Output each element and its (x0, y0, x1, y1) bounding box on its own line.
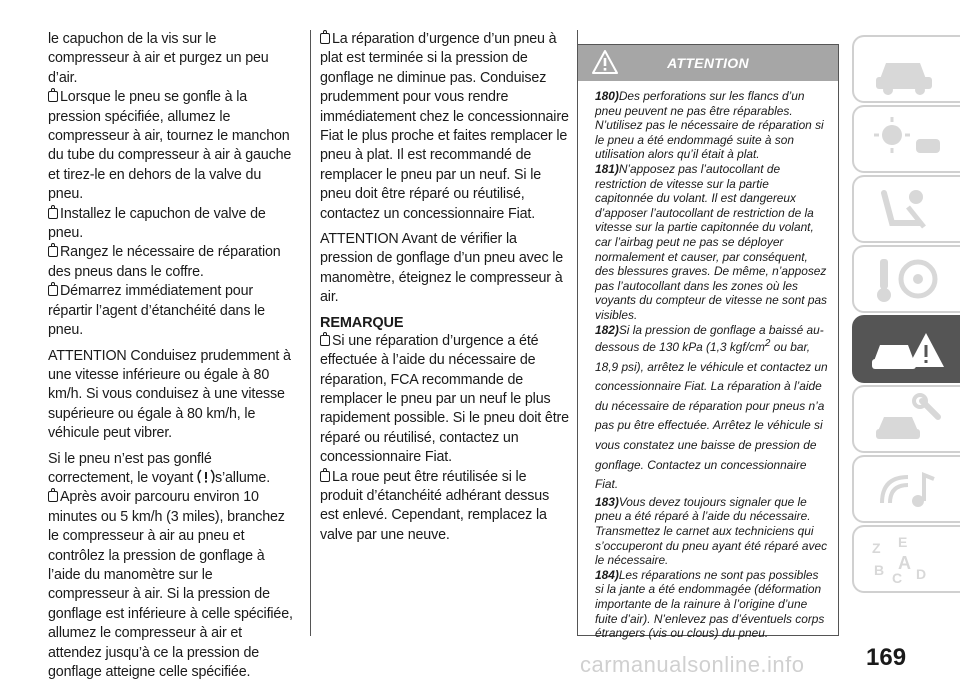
svg-text:Z: Z (872, 540, 881, 556)
wrench-car-icon (868, 393, 948, 447)
tab-multimedia[interactable] (852, 455, 960, 523)
bullet-item: La réparation d’urgence d’un pneu à plat est terminée si la pression de gonflage ne diminue pas. Conduisez prudemment pour vous rendre immédiatement chez le concessionnaire Fiat le plus proche et faites remplacer le pneu à plat. Il est recommandé de remplacer le pneu par un neuf. Si le pneu doit être réparé ou réutilisé, contactez un concessionnaire Fiat. (320, 31, 569, 222)
tab-warning-lights[interactable] (852, 105, 960, 173)
column-divider-1 (310, 30, 311, 636)
tab-emergency[interactable] (852, 315, 960, 383)
bullet-icon (48, 246, 58, 257)
bullet-item: Rangez le nécessaire de réparation des pneus dans le coffre. (48, 244, 281, 280)
paragraph: ATTENTION Conduisez prudemment à une vitesse inférieure ou égale à 80 km/h. Si vous conduisez à une vitesse supérieure ou égale à 80 km/h, le véhicule peut vibrer. (48, 347, 291, 442)
bullet-icon (320, 335, 330, 346)
text-column-middle (320, 30, 570, 545)
attention-body (578, 81, 838, 641)
svg-text:A: A (898, 553, 911, 573)
bullet-icon (320, 33, 330, 44)
attention-box (577, 44, 839, 641)
tab-maintenance[interactable] (852, 385, 960, 453)
warning-item-181: 181)N’apposez pas l’autocollant de restriction de vitesse sur la partie capitonnée du volant. Il est dangereux d’apposer l’autocollant de restriction de la vitesse sur la partie capitonnée du volant, car l’airbag peut ne pas se déployer normalement et causer, par conséquent, des blessures graves. De même, n’apposez pas l’autocollant dans les zones où les voyants du compteur de vitesse ne sont pas visibles. (595, 161, 828, 322)
attention-title: ATTENTION (667, 55, 749, 71)
tire-pressure-warning-icon (197, 469, 215, 485)
bullet-item: Lorsque le pneu se gonfle à la pression spécifiée, allumez le compresseur à air, tournez le manchon du tube du compresseur à air à gauche et tirez-le en dehors de la valve du pneu. (48, 89, 292, 203)
paragraph: Si le pneu n’est pas gonflé correctement, le voyant s’allume. (48, 450, 271, 486)
bullet-icon (48, 208, 58, 219)
bullet-icon (320, 471, 330, 482)
paragraph: le capuchon de la vis sur le compresseur à air et purgez un peu d’air. (48, 31, 269, 86)
chapter-tabs (852, 35, 960, 595)
car-icon (868, 43, 948, 97)
warning-item-180: 180)Des perforations sur les flancs d’un pneu peuvent ne pas être réparables. N’utilisez pas le nécessaire de réparation si le pneu a été endommagé suite à son utilisation alors qu’il était à plat. (595, 89, 824, 162)
bullet-icon (48, 491, 58, 502)
section-heading: REMARQUE (320, 314, 404, 331)
warning-item-183: 183)Vous devez toujours signaler que le pneu a été réparé à l’aide du nécessaire. Transmettez le carnet aux techniciens qui s’occuperont du pneu ayant été réparé avec le nécessaire. (595, 494, 828, 568)
svg-text:B: B (874, 562, 885, 578)
paragraph: ATTENTION Avant de vérifier la pression de gonflage d’un pneu avec le manomètre, éteignez le compresseur à air. (320, 231, 564, 306)
column-divider-2 (577, 30, 578, 44)
index-icon (868, 533, 948, 587)
tab-car[interactable] (852, 35, 960, 103)
watermark: carmanualsonline.info (580, 652, 805, 677)
tab-key-steering[interactable] (852, 245, 960, 313)
text-column-left (48, 30, 296, 682)
bullet-item: Après avoir parcouru environ 10 minutes ou 5 km/h (3 miles), branchez le compresseur à air au pneu et contrôlez la pression de gonflage à l’aide du manomètre sur le compresseur à air. Si la pression de gonflage est inférieure à celle spécifiée, allumez le compresseur à air et attendez jusqu’à ce la pression de gonflage atteigne celle spécifiée. (48, 489, 293, 680)
bullet-item: Installez le capuchon de valve de pneu. (48, 205, 266, 242)
svg-text:C: C (892, 570, 903, 586)
svg-text:E: E (898, 534, 908, 550)
bullet-item: Si une réparation d’urgence a été effectuée à l’aide du nécessaire de réparation, FCA recommande de remplacer le pneu par un neuf le plus rapidement possible. Si le pneu doit être réparé ou réutilisé, contactez un concessionnaire Fiat. (320, 332, 569, 466)
emergency-icon (868, 323, 948, 377)
key-steering-icon (868, 253, 948, 307)
warning-item-182: 182)Si la pression de gonflage a baissé au-dessous de 130 kPa (1,3 kgf/$cm^2$ ou bar, 18,9 psi), arrêtez le véhicule et contactez un concessionnaire Fiat. La réparation à l’aide du nécessaire de réparation pour pneus n’a pas pu être effectuée. Arrêtez le véhicule si vous constatez une baisse de pression de gonflage. Contactez un concessionnaire Fiat. (595, 322, 828, 492)
bullet-item: Démarrez immédiatement pour répartir l’agent d’étanchéité dans le pneu. (48, 283, 265, 339)
tab-index[interactable] (852, 525, 960, 593)
bullet-icon (48, 91, 58, 102)
warning-lights-icon (868, 113, 948, 167)
bullet-icon (48, 285, 58, 296)
radio-icon (868, 463, 948, 517)
seat-airbag-icon (868, 183, 948, 237)
tab-seat-airbag[interactable] (852, 175, 960, 243)
attention-header (578, 45, 838, 81)
bullet-item: La roue peut être réutilisée si le produit d’étanchéité adhérant dessus est enlevé. Cependant, remplacez la valve par une neuve. (320, 468, 550, 543)
page-number: 169 (866, 644, 907, 671)
svg-text:D: D (916, 566, 927, 582)
warning-item-184: 184)Les réparations ne sont pas possibles si la jante a été endommagée (déformation importante de la rainure à l’origine d’une fuite d’air). N’enlevez pas d’éventuels corps étrangers (vis ou clous) du pneu. (595, 567, 825, 641)
